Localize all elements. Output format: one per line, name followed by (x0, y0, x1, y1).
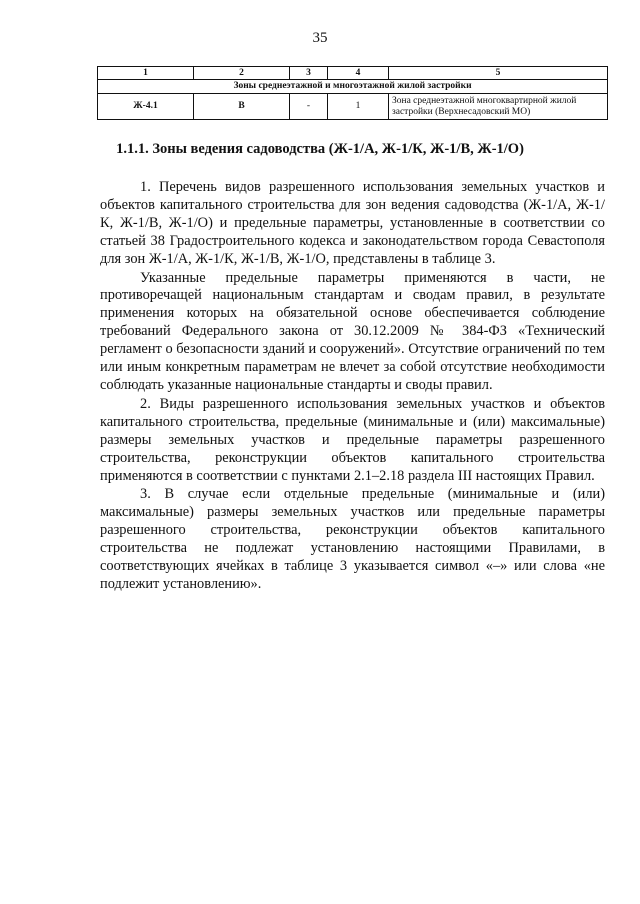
paragraph: 2. Виды разрешенного использования земельных участков и объектов капитального строительства, предельные (минимальные и (или) максимальные) размеры земельных участков и предельные параметры разрешенного строительства, реконструкции объектов капитального строительства применяются в соответствии с пунктами 2.1–2.18 раздела III настоящих Правил. (100, 395, 605, 484)
paragraph: 1. Перечень видов разрешенного использования земельных участков и объектов капитального строительства для зон ведения садоводства (Ж-1/А, Ж-1/К, Ж-1/В, Ж-1/О) и предельные параметры, установленные в соответствии со статьей 38 Градостроительного кодекса и законодательством города Севастополя для зон Ж-1/А, Ж-1/К, Ж-1/В, Ж-1/О, представлены в таблице 3. (100, 179, 605, 267)
table-cell: - (290, 94, 328, 120)
zone-description-cell: Зона среднеэтажной многоквартирной жилой застройки (Верхнесадовский МО) (389, 94, 608, 120)
table-cell: В (194, 94, 290, 120)
table-header-row (98, 67, 608, 80)
table-cell: 1 (328, 94, 389, 120)
table-group-title: Зоны среднеэтажной и многоэтажной жилой застройки (98, 80, 608, 94)
zone-code-cell: Ж-4.1 (98, 94, 194, 120)
table-row (98, 94, 608, 120)
body-text (100, 179, 605, 595)
column-number: 1 (98, 67, 194, 80)
column-number: 2 (194, 67, 290, 80)
zone-table (97, 66, 608, 120)
table-group-row (98, 80, 608, 94)
paragraph: Указанные предельные параметры применяются в части, не противоречащей национальным стандартам и сводам правил, в результате применения которых на обязательной основе обеспечивается соблюдение требований Федерального закона от 30.12.2009 № 384-ФЗ «Технический регламент о безопасности зданий и сооружений». Отсутствие ограничений по тем или иным конкретным параметрам не влечет за собой отсутствие необходимости соблюдать указанные национальные стандарты и своды правил. (100, 269, 605, 393)
paragraph: 3. В случае если отдельные предельные (минимальные и (или) максимальные) размеры земельных участков или предельные параметры разрешенного строительства, реконструкции объектов капитального строительства не подлежат установлению настоящими Правилами, в соответствующих ячейках в таблице 3 указывается символ «–» или слова «не подлежит установлению». (100, 486, 605, 592)
section-heading: 1.1.1. Зоны ведения садоводства (Ж-1/А, Ж-1/К, Ж-1/В, Ж-1/О) (116, 141, 524, 157)
column-number: 5 (389, 67, 608, 80)
column-number: 4 (328, 67, 389, 80)
page-number: 35 (312, 30, 328, 46)
column-number: 3 (290, 67, 328, 80)
